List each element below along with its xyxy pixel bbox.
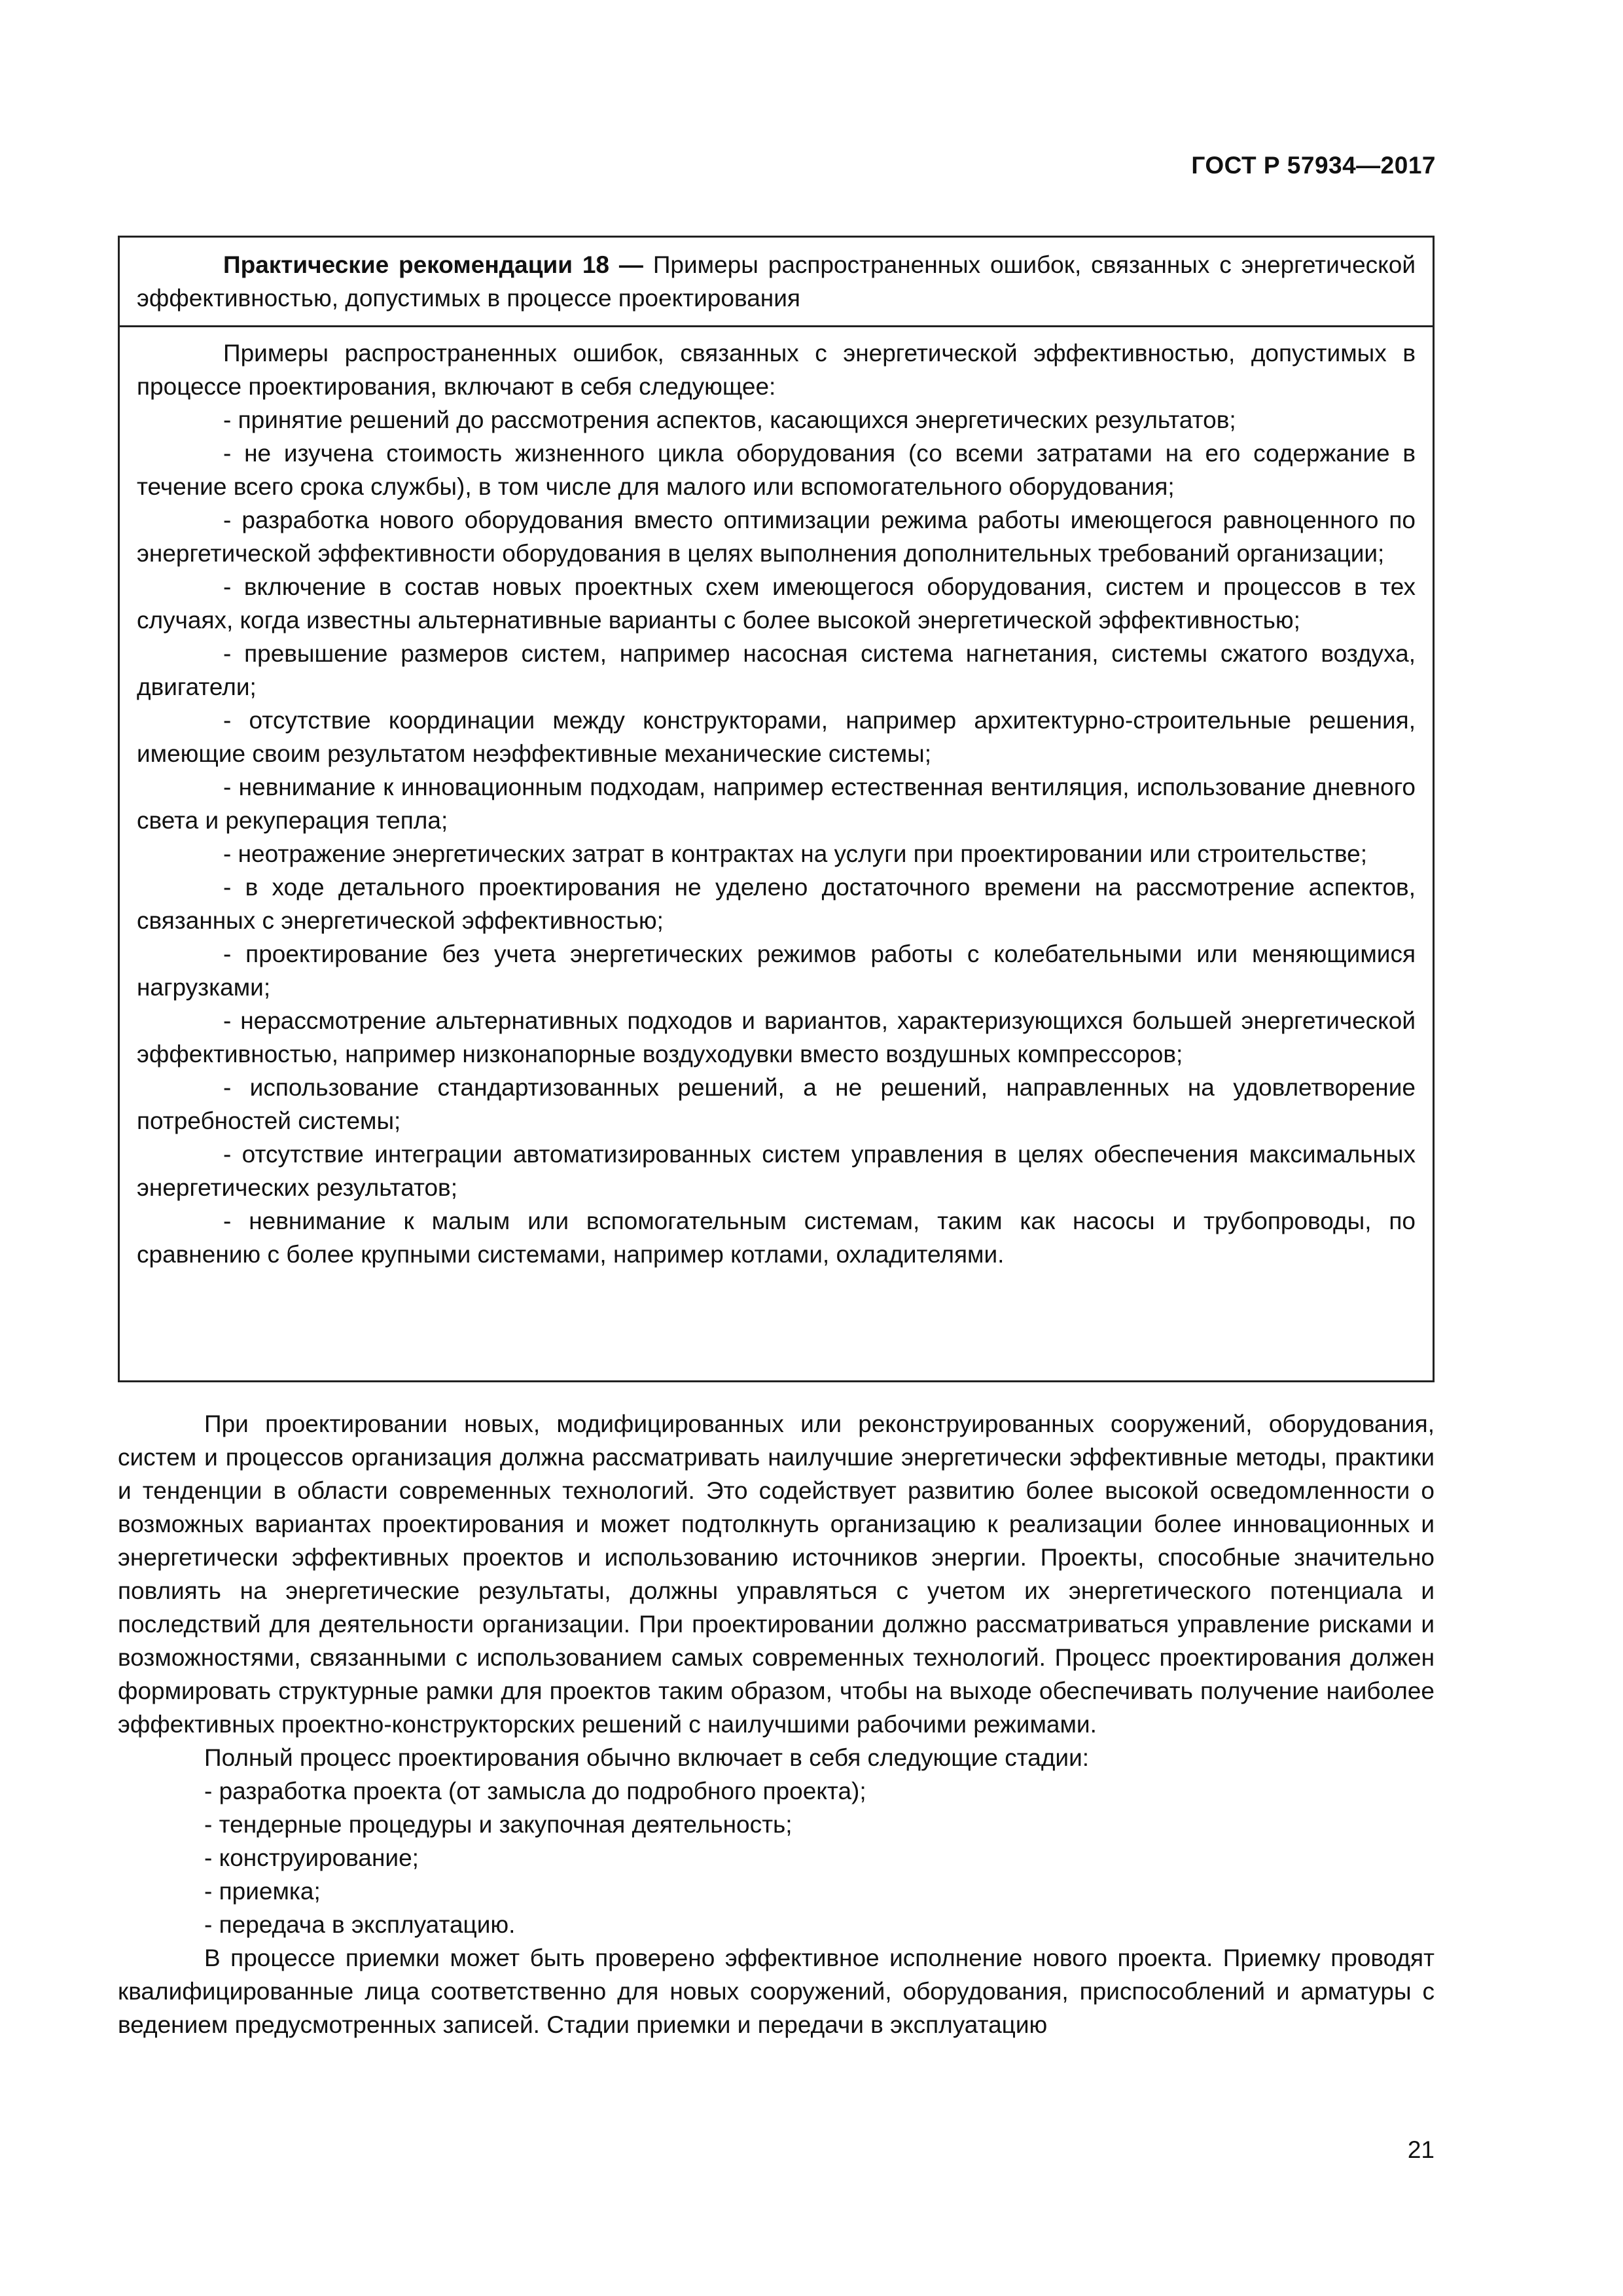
list-item: - нерассмотрение альтернативных подходов и вариантов, характеризующихся большей энергетической эффективностью, например низконапорные воздуходувки вместо воздушных компрессоров;: [137, 1007, 1416, 1067]
list-item: - разработка нового оборудования вместо оптимизации режима работы имеющегося равноценного по энергетической эффективности оборудования в целях выполнения дополнительных требований организации;: [137, 507, 1416, 567]
paragraph: Полный процесс проектирования обычно включает в себя следующие стадии:: [204, 1744, 1090, 1771]
paragraph: При проектировании новых, модифицированных или реконструированных сооружений, оборудования, систем и процессов организация должна рассматривать наилучшие энергетически эффективные методы, практики и тенденции в области современных технологий. Это содействует развитию более высокой осведомленности о возможных вариантах проектирования и может подтолкнуть организацию к реализации более инновационных и энергетически эффективных проектов и использованию источников энергии. Проекты, способные значительно повлиять на энергетические результаты, должны управляться с учетом их энергетического потенциала и последствий для деятельности организации. При проектировании должно рассматриваться управление рисками и возможностями, связанными с использованием самых современных технологий. Процесс проектирования должен формировать структурные рамки для проектов таким образом, чтобы на выходе обеспечивать получение наиболее эффективных проектно-конструкторских решений с наилучшими рабочими режимами.: [118, 1410, 1435, 1738]
recommendation-box: [118, 236, 1435, 1382]
list-item: - неотражение энергетических затрат в контрактах на услуги при проектировании или строительстве;: [223, 840, 1367, 867]
list-item: - превышение размеров систем, например насосная система нагнетания, системы сжатого воздуха, двигатели;: [137, 640, 1416, 700]
list-item: - невнимание к инновационным подходам, например естественная вентиляция, использование дневного света и рекуперация тепла;: [137, 774, 1416, 834]
stage-item: - разработка проекта (от замысла до подробного проекта);: [204, 1778, 866, 1804]
stage-item: - передача в эксплуатацию.: [204, 1911, 516, 1938]
stage-item: - приемка;: [204, 1878, 321, 1905]
paragraph: В процессе приемки может быть проверено эффективное исполнение нового проекта. Приемку проводят квалифицированные лица соответственно для новых сооружений, оборудования, приспособлений и арматуры с ведением предусмотренных записей. Стадии приемки и передачи в эксплуатацию: [118, 1945, 1435, 2038]
main-text: [118, 1407, 1435, 2041]
stage-item: - тендерные процедуры и закупочная деятельность;: [204, 1811, 793, 1838]
list-item: - отсутствие координации между конструкторами, например архитектурно-строительные решения, имеющие своим результатом неэффективные механические системы;: [137, 707, 1416, 767]
recommendation-title-bold: Практические рекомендации 18 —: [223, 251, 643, 278]
list-item: - включение в состав новых проектных схем имеющегося оборудования, систем и процессов в тех случаях, когда известны альтернативные варианты с более высокой энергетической эффективностью;: [137, 573, 1416, 634]
recommendation-title: [120, 238, 1433, 327]
list-item: - отсутствие интеграции автоматизированных систем управления в целях обеспечения максимальных энергетических результатов;: [137, 1141, 1416, 1201]
recommendation-title-rest: Примеры распространенных ошибок, связанных с энергетической эффективностью, допустимых в процессе проектирования: [137, 251, 1416, 312]
list-item: - невнимание к малым или вспомогательным системам, таким как насосы и трубопроводы, по сравнению с более крупными системами, например котлами, охладителями.: [137, 1208, 1416, 1268]
recommendation-body: [120, 327, 1433, 1279]
page-number: 21: [1407, 2136, 1435, 2163]
document-number: ГОСТ Р 57934—2017: [1191, 152, 1436, 179]
list-item: - проектирование без учета энергетических режимов работы с колебательными или меняющимися нагрузками;: [137, 941, 1416, 1001]
list-item: - использование стандартизованных решений, а не решений, направленных на удовлетворение потребностей системы;: [137, 1074, 1416, 1134]
recommendation-intro: Примеры распространенных ошибок, связанных с энергетической эффективностью, допустимых в процессе проектирования, включают в себя следующее:: [137, 340, 1416, 400]
list-item: - принятие решений до рассмотрения аспектов, касающихся энергетических результатов;: [223, 406, 1236, 433]
list-item: - в ходе детального проектирования не уделено достаточного времени на рассмотрение аспектов, связанных с энергетической эффективностью;: [137, 874, 1416, 934]
list-item: - не изучена стоимость жизненного цикла оборудования (со всеми затратами на его содержание в течение всего срока службы), в том числе для малого или вспомогательного оборудования;: [137, 440, 1416, 500]
stage-item: - конструирование;: [204, 1844, 419, 1871]
